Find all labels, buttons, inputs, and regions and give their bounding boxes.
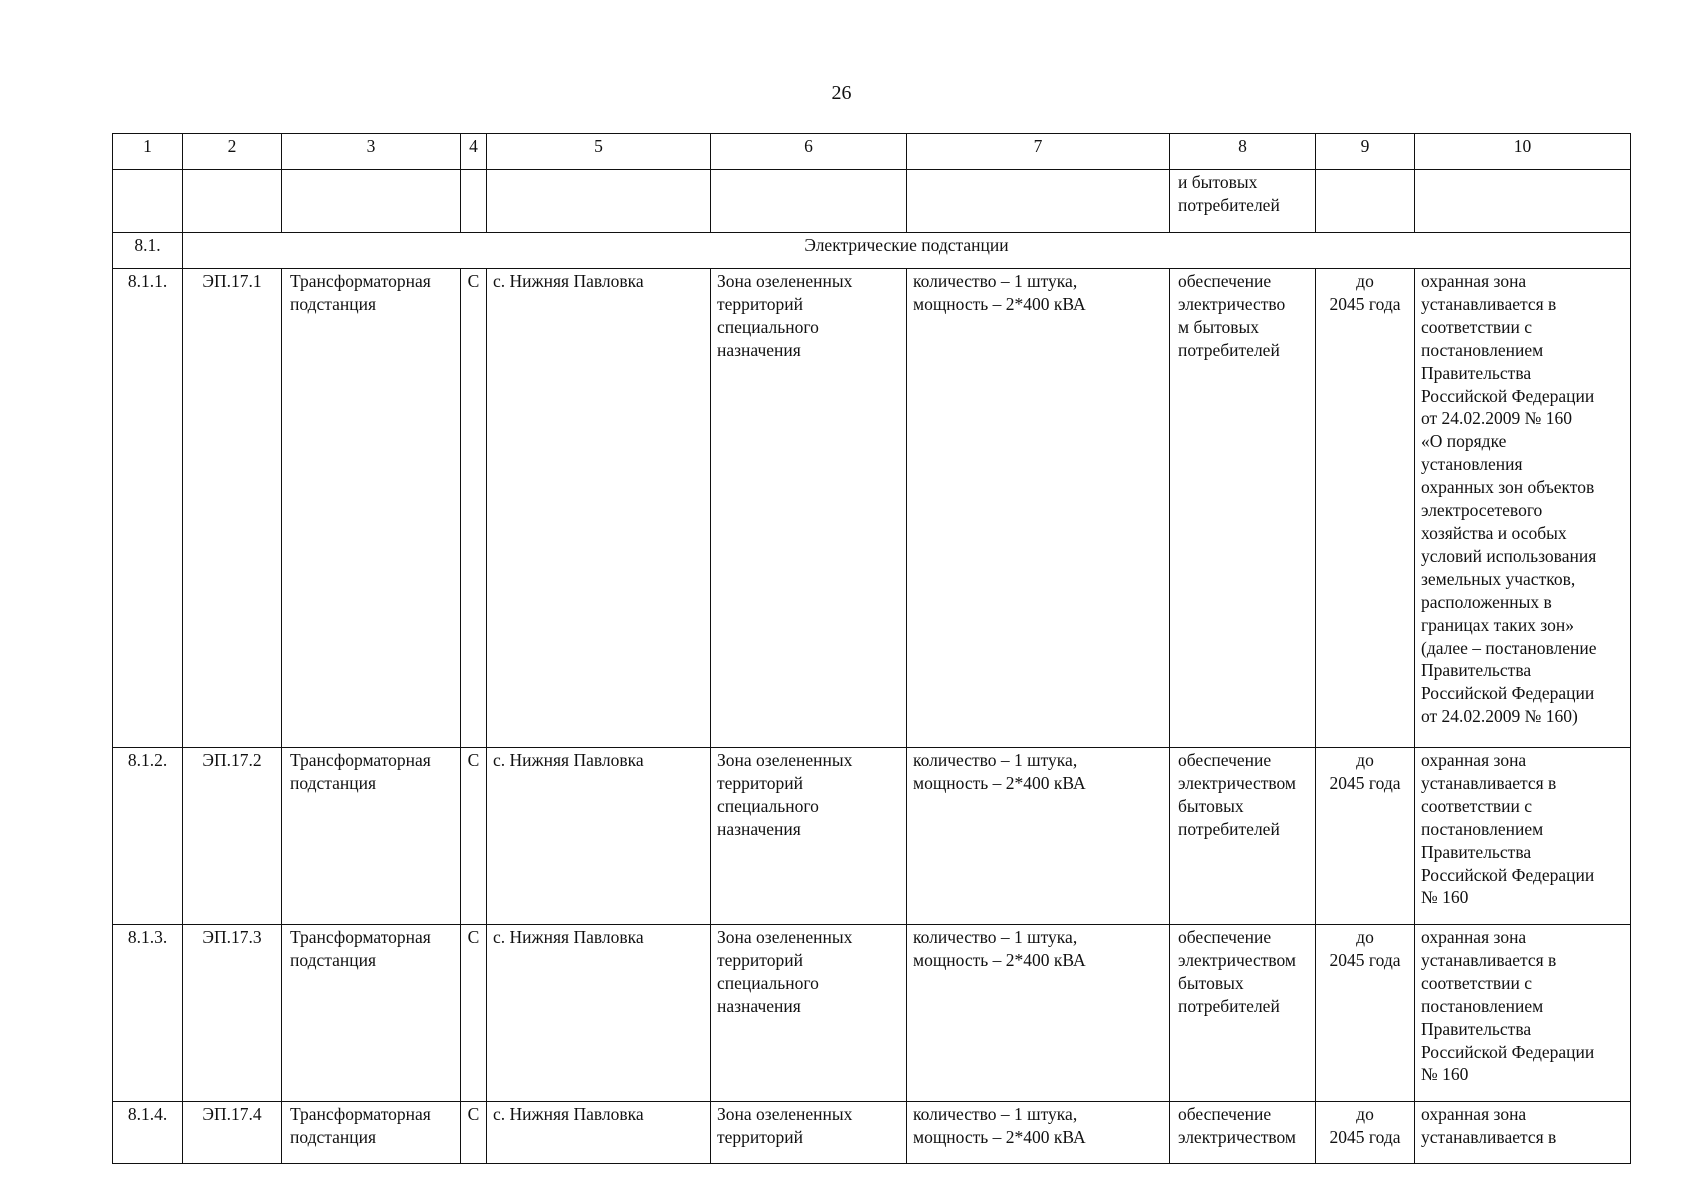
- object-purpose: обеспечение электричеством бытовых потребителей: [1170, 748, 1316, 925]
- zone-restriction: охранная зона устанавливается в соответствии с постановлением Правительства Российской Федерации № 160: [1415, 925, 1631, 1102]
- object-status: С: [461, 925, 487, 1102]
- row-number: 8.1.2.: [113, 748, 183, 925]
- object-name: Трансформаторная подстанция: [282, 925, 461, 1102]
- section-number: 8.1.: [113, 233, 183, 269]
- object-name: Трансформаторная подстанция: [282, 1102, 461, 1164]
- object-name: Трансформаторная подстанция: [282, 269, 461, 748]
- column-number: 9: [1316, 134, 1415, 170]
- object-parameters: количество – 1 штука, мощность – 2*400 кВА: [907, 1102, 1170, 1164]
- section-title: Электрические подстанции: [183, 233, 1631, 269]
- object-status: С: [461, 269, 487, 748]
- object-purpose: обеспечение электричество м бытовых потребителей: [1170, 269, 1316, 748]
- column-number: 3: [282, 134, 461, 170]
- object-parameters: количество – 1 штука, мощность – 2*400 кВА: [907, 925, 1170, 1102]
- empty-cell: [1415, 170, 1631, 233]
- zone-restriction: охранная зона устанавливается в соответствии с постановлением Правительства Российской Федерации от 24.02.2009 № 160 «О порядке установления охранных зон объектов электросетевого хозяйства и особых условий использования земельных участков, расположенных в границах таких зон» (далее – постановление Правительства Российской Федерации от 24.02.2009 № 160): [1415, 269, 1631, 748]
- column-number: 1: [113, 134, 183, 170]
- zone-restriction: охранная зона устанавливается в: [1415, 1102, 1631, 1164]
- implementation-date: до 2045 года: [1316, 269, 1415, 748]
- empty-cell: [487, 170, 711, 233]
- functional-zone: Зона озелененных территорий специального назначения: [711, 269, 907, 748]
- zone-restriction: охранная зона устанавливается в соответствии с постановлением Правительства Российской Федерации № 160: [1415, 748, 1631, 925]
- object-parameters: количество – 1 штука, мощность – 2*400 кВА: [907, 748, 1170, 925]
- column-number: 10: [1415, 134, 1631, 170]
- table-row: [113, 1102, 1631, 1164]
- object-code: ЭП.17.4: [183, 1102, 282, 1164]
- empty-cell: [1316, 170, 1415, 233]
- column-number: 8: [1170, 134, 1316, 170]
- object-code: ЭП.17.2: [183, 748, 282, 925]
- object-location: с. Нижняя Павловка: [487, 269, 711, 748]
- column-number: 2: [183, 134, 282, 170]
- empty-cell: [113, 170, 183, 233]
- object-status: С: [461, 1102, 487, 1164]
- object-purpose: обеспечение электричеством бытовых потребителей: [1170, 925, 1316, 1102]
- object-name: Трансформаторная подстанция: [282, 748, 461, 925]
- object-location: с. Нижняя Павловка: [487, 748, 711, 925]
- object-code: ЭП.17.1: [183, 269, 282, 748]
- functional-zone: Зона озелененных территорий: [711, 1102, 907, 1164]
- object-location: с. Нижняя Павловка: [487, 1102, 711, 1164]
- empty-cell: [183, 170, 282, 233]
- column-number: 6: [711, 134, 907, 170]
- table-row: [113, 748, 1631, 925]
- empty-cell: [282, 170, 461, 233]
- empty-cell: [907, 170, 1170, 233]
- continuation-row: [113, 170, 1631, 233]
- column-number: 5: [487, 134, 711, 170]
- functional-zone: Зона озелененных территорий специального назначения: [711, 925, 907, 1102]
- object-parameters: количество – 1 штука, мощность – 2*400 кВА: [907, 269, 1170, 748]
- column-number: 4: [461, 134, 487, 170]
- objects-table: [112, 133, 1631, 1164]
- functional-zone: Зона озелененных территорий специального назначения: [711, 748, 907, 925]
- page-number: 26: [831, 82, 852, 104]
- object-status: С: [461, 748, 487, 925]
- column-number-row: [113, 134, 1631, 170]
- implementation-date: до 2045 года: [1316, 1102, 1415, 1164]
- row-number: 8.1.4.: [113, 1102, 183, 1164]
- object-code: ЭП.17.3: [183, 925, 282, 1102]
- column-number: 7: [907, 134, 1170, 170]
- implementation-date: до 2045 года: [1316, 925, 1415, 1102]
- object-location: с. Нижняя Павловка: [487, 925, 711, 1102]
- row-number: 8.1.1.: [113, 269, 183, 748]
- purpose-cell: и бытовых потребителей: [1170, 170, 1316, 233]
- table-row: [113, 925, 1631, 1102]
- object-purpose: обеспечение электричеством: [1170, 1102, 1316, 1164]
- empty-cell: [461, 170, 487, 233]
- table-row: [113, 269, 1631, 748]
- implementation-date: до 2045 года: [1316, 748, 1415, 925]
- row-number: 8.1.3.: [113, 925, 183, 1102]
- empty-cell: [711, 170, 907, 233]
- section-row: [113, 233, 1631, 269]
